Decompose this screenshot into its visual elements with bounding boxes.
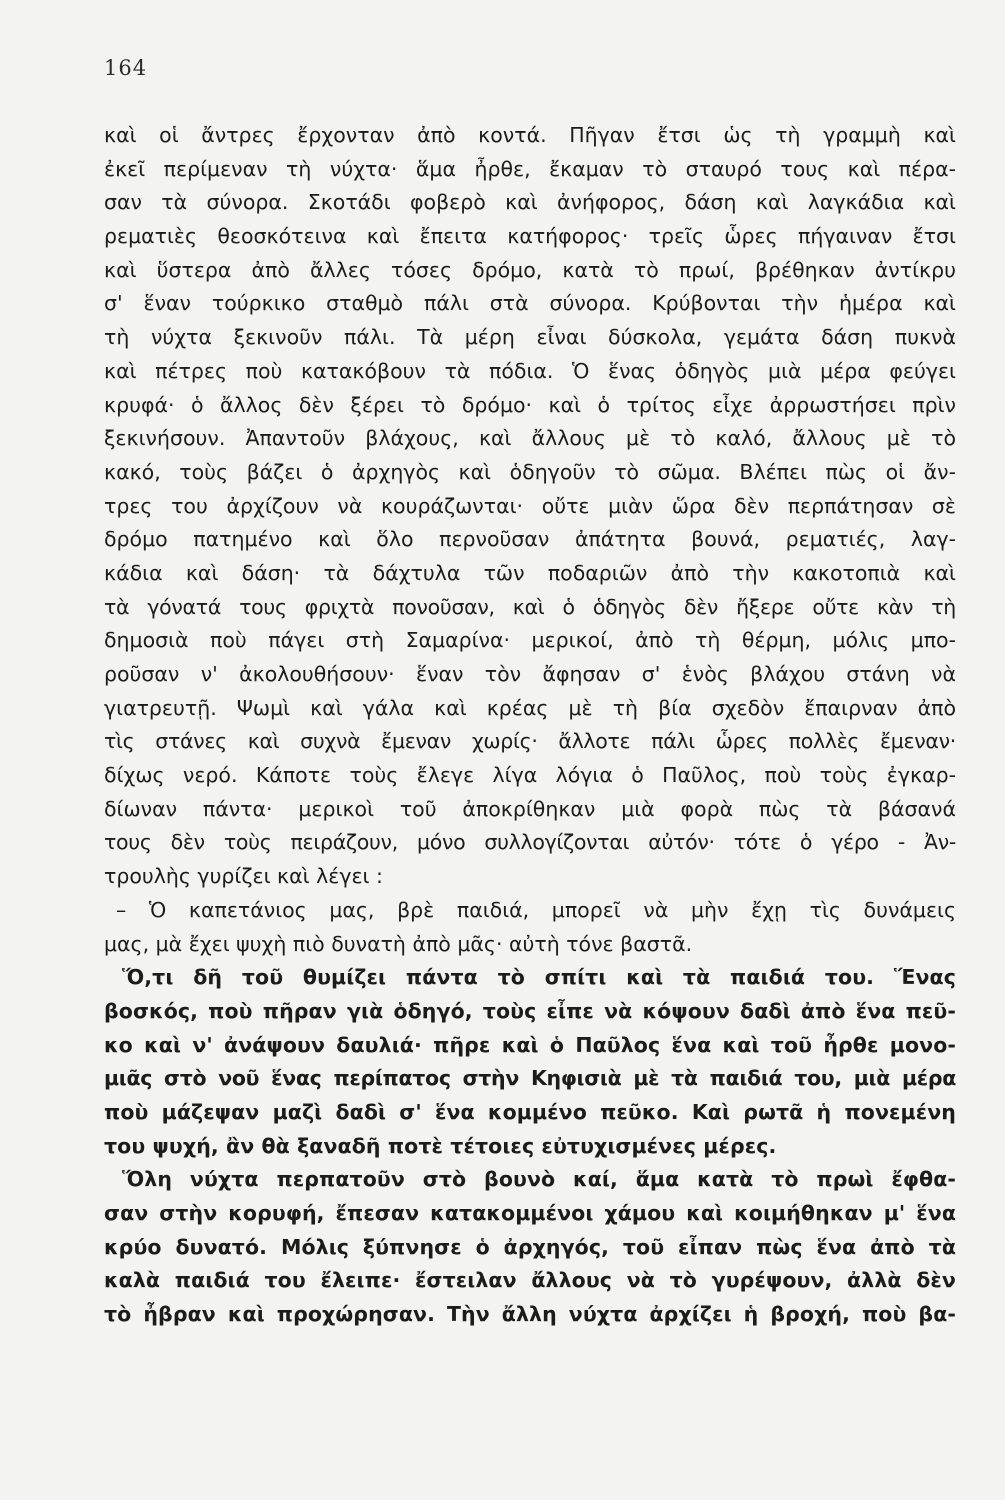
text-line: τρες του ἀρχίζουν νὰ κουράζωνται· οὔτε μιὰν ὥρα δὲν περπάτησαν σὲ	[104, 493, 956, 518]
text-line: τὶς στάνες καὶ συχνὰ ἔμεναν χωρίς· ἄλλοτε πάλι ὧρες πολλὲς ἔμεναν·	[104, 729, 956, 754]
text-line: κακό, τοὺς βάζει ὁ ἀρχηγὸς καὶ ὁδηγοῦν τὸ σῶμα. Βλέπει πὼς οἱ ἄν-	[104, 459, 956, 484]
text-line: καλὰ παιδιά του ἔλειπε· ἔστειλαν ἄλλους νὰ τὸ γυρέψουν, ἀλλὰ δὲν	[104, 1268, 956, 1293]
text-line: δημοσιὰ ποὺ πάγει στὴ Σαμαρίνα· μερικοί, ἀπὸ τὴ θέρμη, μόλις μπο-	[104, 628, 956, 653]
text-line: ροῦσαν ν' ἀκολουθήσουν· ἕναν τὸν ἄφησαν σ' ἑνὸς βλάχου στάνη νὰ	[104, 662, 956, 686]
text-line: του ψυχή, ἂν θὰ ξαναδῆ ποτὲ τέτοιες εὐτυχισμένες μέρες.	[104, 1133, 777, 1158]
paragraph-bold	[104, 961, 956, 1332]
text-line: κο καὶ ν' ἀνάψουν δαυλιά· πῆρε καὶ ὁ Παῦλος ἕνα καὶ τοῦ ἦρθε μονο-	[104, 1032, 956, 1057]
dialogue-line: μας, μὰ ἔχει ψυχὴ πιὸ δυνατὴ ἀπὸ μᾶς· αὐτὴ τόνε βαστᾶ.	[104, 931, 693, 956]
paragraph-main	[104, 119, 956, 894]
text-line: δίωναν πάντα· μερικοὶ τοῦ ἀποκρίθηκαν μιὰ φορὰ πὼς τὰ βάσανά	[104, 796, 956, 821]
text-line: ποὺ μάζεψαν μαζὶ δαδὶ σ' ἕνα κομμένο πεῦκο. Καὶ ρωτᾶ ἡ πονεμένη	[104, 1099, 956, 1124]
text-line: τὸ ἦβραν καὶ προχώρησαν. Τὴν ἄλλη νύχτα ἀρχίζει ἡ βροχή, ποὺ βα-	[104, 1302, 956, 1327]
text-line: δρόμο πατημένο καὶ ὅλο περνοῦσαν ἀπάτητα βουνά, ρεματιές, λαγ-	[104, 527, 956, 552]
text-line: τὰ γόνατά τους φριχτὰ πονοῦσαν, καὶ ὁ ὁδηγὸς δὲν ἤξερε οὔτε κὰν τὴ	[104, 594, 956, 619]
text-line: κρύο δυνατό. Μόλις ξύπνησε ὁ ἀρχηγός, τοῦ εἶπαν πὼς ἕνα ἀπὸ τὰ	[104, 1234, 956, 1259]
text-line: καὶ πέτρες ποὺ κατακόβουν τὰ πόδια. Ὁ ἕνας ὁδηγὸς μιὰ μέρα φεύγει	[104, 358, 956, 383]
text-line: ξεκινήσουν. Ἀπαντοῦν βλάχους, καὶ ἄλλους μὲ τὸ καλό, ἄλλους μὲ τὸ	[104, 426, 956, 451]
text-line: ρεματιὲς θεοσκότεινα καὶ ἔπειτα κατήφορος· τρεῖς ὧρες πήγαιναν ἔτσι	[104, 224, 956, 249]
text-line: τους δὲν τοὺς πειράζουν, μόνο συλλογίζονται αὐτόν· τότε ὁ γέρο - Ἀν-	[104, 830, 956, 855]
dialogue-paragraph	[104, 894, 956, 961]
body-text	[104, 119, 956, 1332]
text-line: Ὅ,τι δῆ τοῦ θυμίζει πάντα τὸ σπίτι καὶ τὰ παιδιά του. Ἕνας	[122, 965, 956, 990]
text-line: κάδια καὶ δάση· τὰ δάχτυλα τῶν ποδαριῶν ἀπὸ τὴν κακοτοπιὰ καὶ	[104, 560, 956, 585]
text-line: τὴ νύχτα ξεκινοῦν πάλι. Τὰ μέρη εἶναι δύσκολα, γεμάτα δάση πυκνὰ	[104, 325, 956, 350]
dialogue-line: – Ὁ καπετάνιος μας, βρὲ παιδιά, μπορεῖ νὰ μὴν ἔχῃ τὶς δυνάμεις	[116, 897, 956, 922]
text-line: γιατρευτῇ. Ψωμὶ καὶ γάλα καὶ κρέας μὲ τὴ βία σχεδὸν ἔπαιρναν ἀπὸ	[104, 695, 956, 720]
text-line: σ' ἕναν τούρκικο σταθμὸ πάλι στὰ σύνορα. Κρύβονται τὴν ἡμέρα καὶ	[104, 291, 956, 316]
text-line: καὶ οἱ ἄντρες ἔρχονταν ἀπὸ κοντά. Πῆγαν ἔτσι ὡς τὴ γραμμὴ καὶ	[104, 123, 956, 147]
text-line: σαν τὰ σύνορα. Σκοτάδι φοβερὸ καὶ ἀνήφορος, δάση καὶ λαγκάδια καὶ	[104, 190, 956, 215]
text-line: μιᾶς στὸ νοῦ ἕνας περίπατος στὴν Κηφισιὰ μὲ τὰ παιδιά του, μιὰ μέρα	[104, 1066, 956, 1091]
page-number: 164	[104, 56, 148, 80]
text-line: καὶ ὕστερα ἀπὸ ἄλλες τόσες δρόμο, κατὰ τὸ πρωί, βρέθηκαν ἀντίκρυ	[104, 257, 956, 282]
text-line: κρυφά· ὁ ἄλλος δὲν ξέρει τὸ δρόμο· καὶ ὁ τρίτος εἶχε ἀρρωστήσει πρὶν	[104, 392, 956, 417]
text-line: βοσκός, ποὺ πῆραν γιὰ ὁδηγό, τοὺς εἶπε νὰ κόψουν δαδὶ ἀπὸ ἕνα πεῦ-	[104, 998, 956, 1023]
text-line: ἐκεῖ περίμεναν τὴ νύχτα· ἅμα ἦρθε, ἔκαμαν τὸ σταυρό τους καὶ πέρα-	[104, 156, 956, 181]
text-line: τρουλὴς γυρίζει καὶ λέγει :	[104, 864, 383, 889]
text-line: Ὅλη νύχτα περπατοῦν στὸ βουνὸ καί, ἅμα κατὰ τὸ πρωὶ ἔφθα-	[122, 1167, 956, 1192]
text-line: σαν στὴν κορυφή, ἔπεσαν κατακομμένοι χάμου καὶ κοιμήθηκαν μ' ἕνα	[104, 1201, 956, 1225]
text-line: δίχως νερό. Κάποτε τοὺς ἔλεγε λίγα λόγια ὁ Παῦλος, ποὺ τοὺς ἐγκαρ-	[104, 763, 956, 788]
